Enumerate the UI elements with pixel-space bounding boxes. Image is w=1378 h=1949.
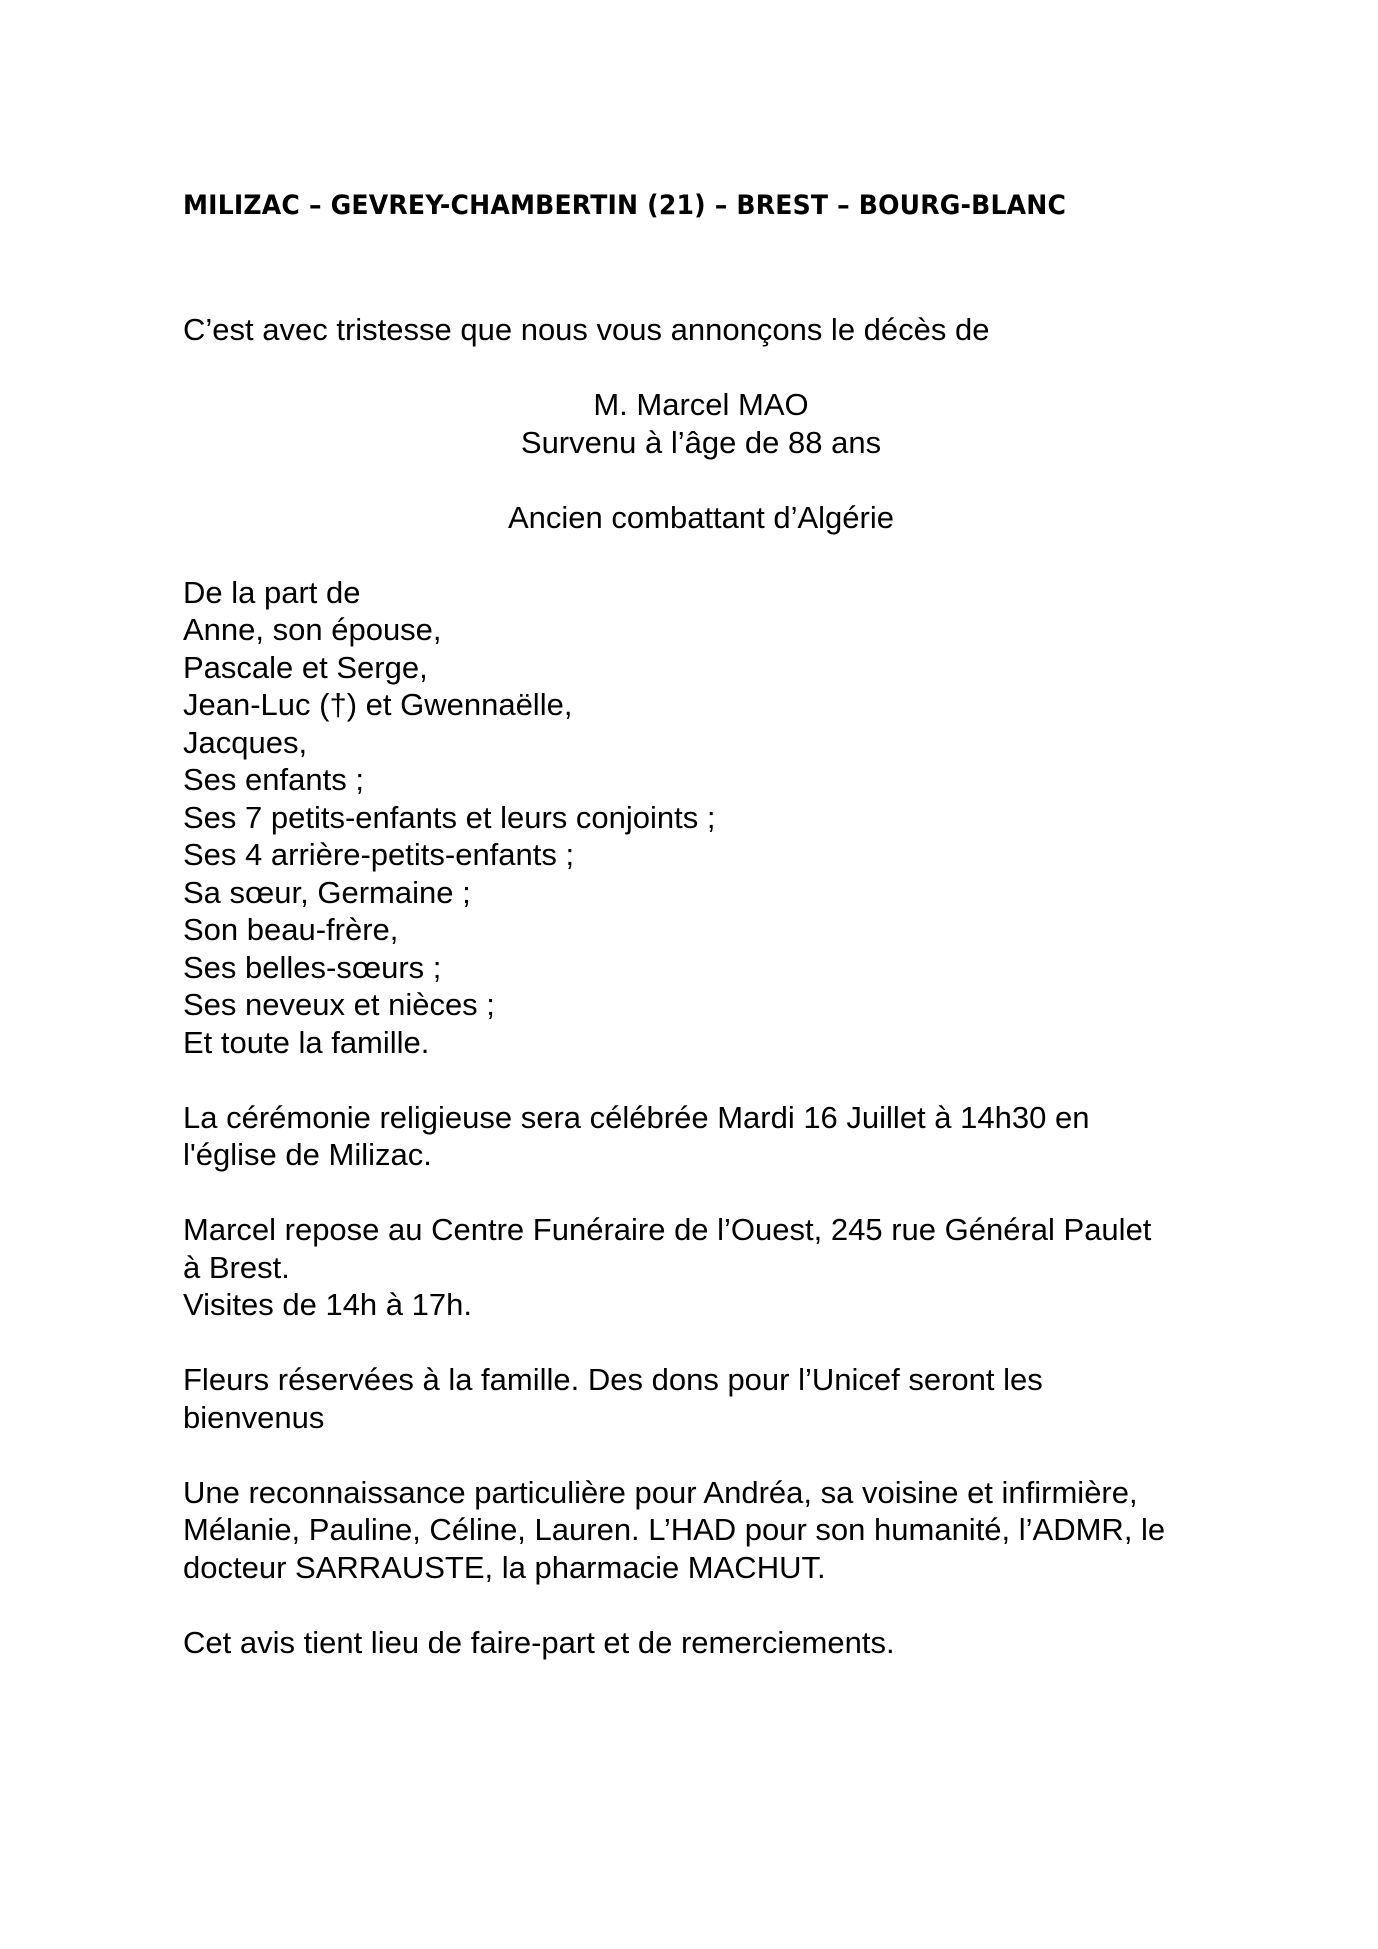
intro-text: C’est avec tristesse que nous vous annonçons le décès de <box>183 312 990 347</box>
ceremony-line: l'église de Milizac. <box>183 1137 432 1172</box>
thanks-paragraph <box>183 1474 1219 1587</box>
thanks-line: Mélanie, Pauline, Céline, Lauren. L’HAD pour son humanité, l’ADMR, le <box>183 1512 1166 1547</box>
ceremony-paragraph <box>183 1099 1219 1174</box>
thanks-line: docteur SARRAUSTE, la pharmacie MACHUT. <box>183 1549 826 1585</box>
family-list <box>183 574 1219 1062</box>
rest-line: à Brest. <box>183 1249 290 1285</box>
ceremony-line: La cérémonie religieuse sera célébrée Mardi 16 Juillet à 14h30 en <box>183 1099 1090 1135</box>
flowers-paragraph <box>183 1361 1219 1436</box>
family-line: Sa sœur, Germaine ; <box>183 874 471 910</box>
flowers-line: Fleurs réservées à la famille. Des dons pour l’Unicef seront les <box>183 1362 1043 1397</box>
family-line: Anne, son épouse, <box>183 612 442 647</box>
family-line: Ses enfants ; <box>183 762 364 797</box>
thanks-line: Une reconnaissance particulière pour Andréa, sa voisine et infirmière, <box>183 1474 1138 1510</box>
rest-line: Visites de 14h à 17h. <box>183 1287 472 1322</box>
obituary-body <box>183 311 1219 1661</box>
deceased-distinction: Ancien combattant d’Algérie <box>507 499 894 535</box>
family-line: De la part de <box>183 574 361 610</box>
document-title: MILIZAC – GEVREY-CHAMBERTIN (21) – BREST – BOURG-BLANC <box>183 190 1067 221</box>
family-line: Jacques, <box>183 724 308 760</box>
family-line: Son beau-frère, <box>183 912 399 947</box>
family-line: Et toute la famille. <box>183 1024 430 1060</box>
closing-text: Cet avis tient lieu de faire-part et de remerciements. <box>183 1624 895 1660</box>
family-line: Jean-Luc (†) et Gwennaëlle, <box>183 687 573 722</box>
deceased-name: M. Marcel MAO <box>593 387 809 422</box>
family-line: Ses belles-sœurs ; <box>183 949 442 985</box>
family-line: Pascale et Serge, <box>183 649 428 685</box>
family-line: Ses neveux et nièces ; <box>183 987 495 1022</box>
deceased-age: Survenu à l’âge de 88 ans <box>520 424 882 460</box>
flowers-line: bienvenus <box>183 1399 325 1435</box>
rest-line: Marcel repose au Centre Funéraire de l’Ouest, 245 rue Général Paulet <box>183 1212 1152 1247</box>
family-line: Ses 4 arrière-petits-enfants ; <box>183 837 575 872</box>
rest-paragraph <box>183 1211 1219 1324</box>
family-line: Ses 7 petits-enfants et leurs conjoints ; <box>183 799 716 835</box>
